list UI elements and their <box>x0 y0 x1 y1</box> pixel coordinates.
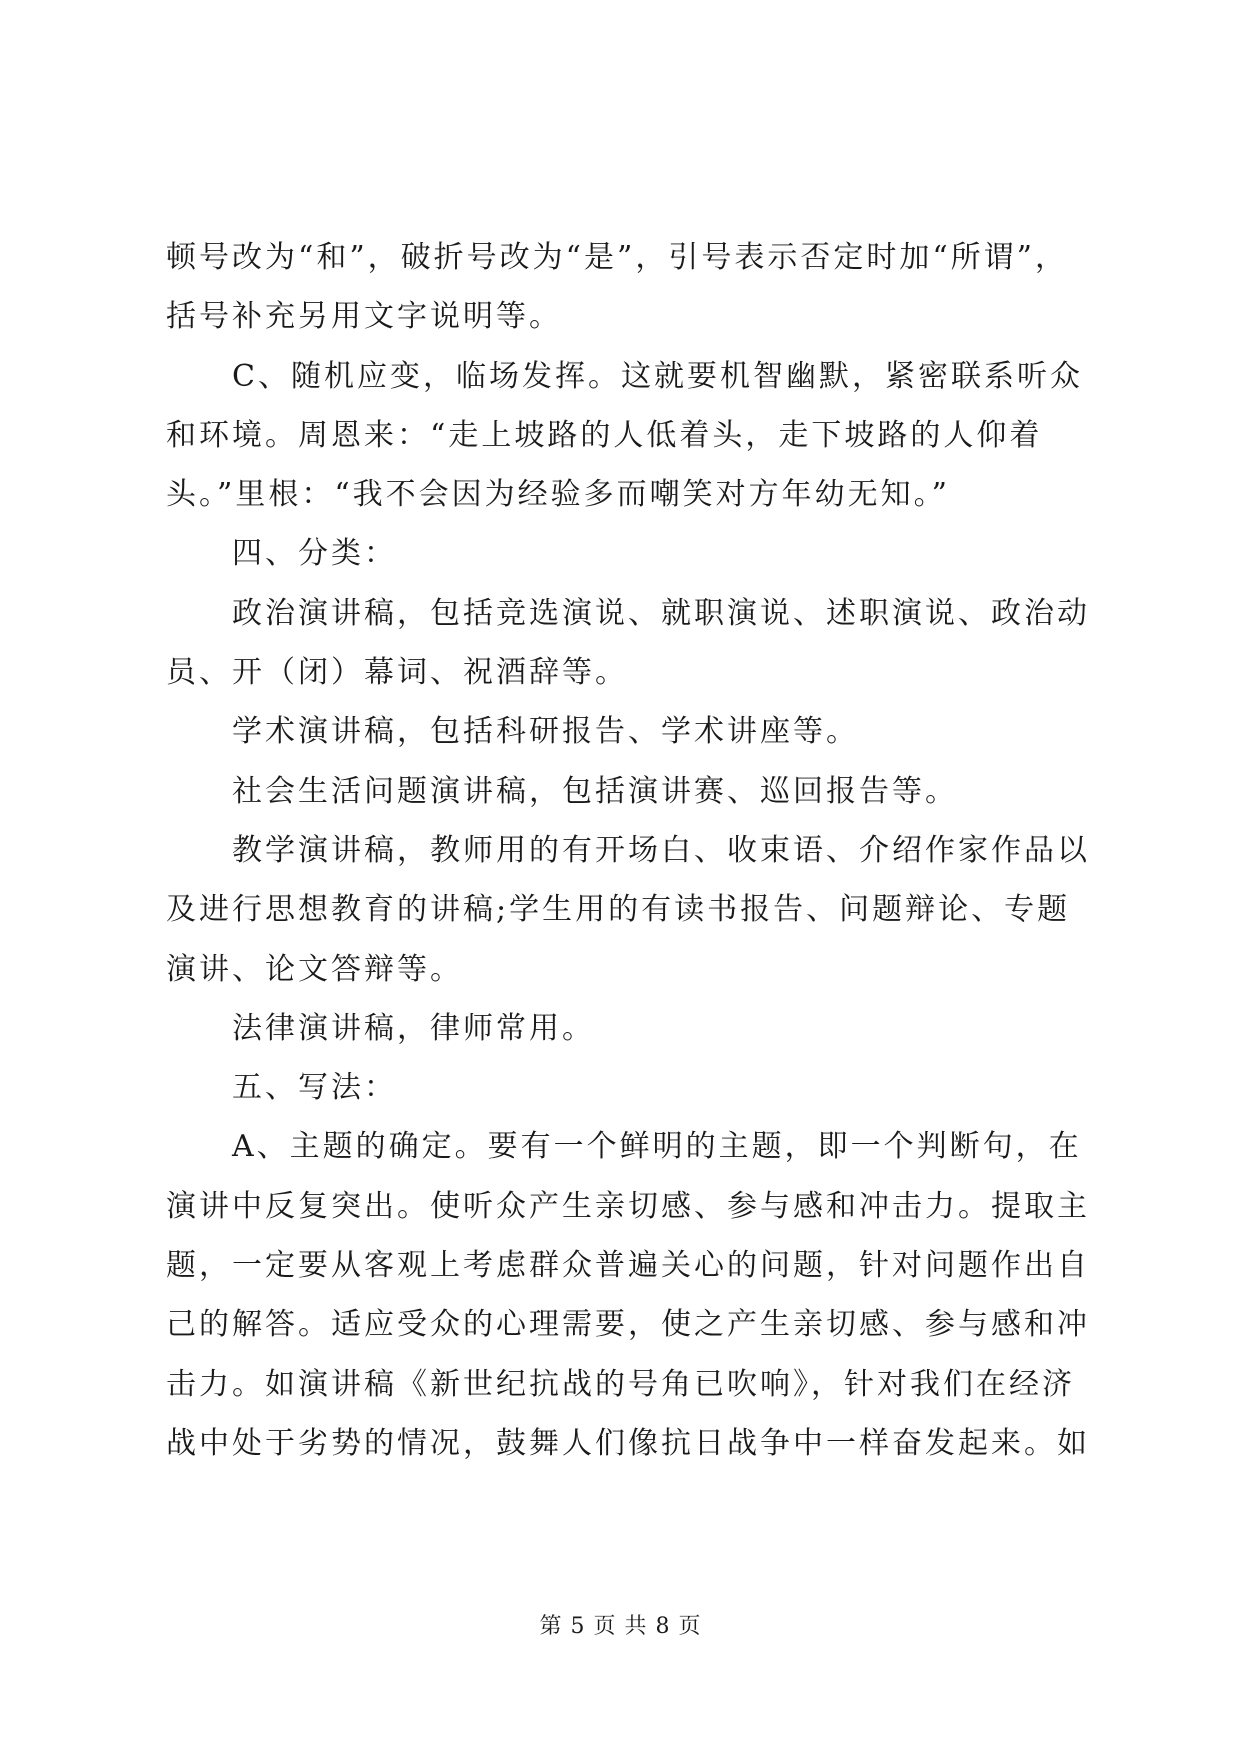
text-line: 题，一定要从客观上考虑群众普遍关心的问题，针对问题作出自 <box>166 1248 1090 1284</box>
text-line: 员、开（闭）幕词、祝酒辞等。 <box>166 655 628 691</box>
text-line: 社会生活问题演讲稿，包括演讲赛、巡回报告等。 <box>232 773 958 809</box>
text-line: 教学演讲稿，教师用的有开场白、收束语、介绍作家作品以 <box>232 832 1090 868</box>
text-line: 法律演讲稿，律师常用。 <box>232 1010 595 1046</box>
text-line: 演讲、论文答辩等。 <box>166 951 463 987</box>
text-line: A、主题的确定。要有一个鲜明的主题，即一个判断句，在 <box>232 1129 1082 1165</box>
text-line: C、随机应变，临场发挥。这就要机智幽默，紧密联系听众 <box>232 358 1083 394</box>
text-line: 战中处于劣势的情况，鼓舞人们像抗日战争中一样奋发起来。如 <box>166 1425 1090 1461</box>
text-line: 头。”里根：“我不会因为经验多而嘲笑对方年幼无知。” <box>166 477 951 513</box>
text-line: 击力。如演讲稿《新世纪抗战的号角已吹响》，针对我们在经济 <box>166 1366 1075 1402</box>
section-heading: 五、写法： <box>232 1070 397 1106</box>
section-heading: 四、分类： <box>232 536 397 572</box>
text-line: 顿号改为“和”，破折号改为“是”，引号表示否定时加“所谓”， <box>166 240 1069 275</box>
page-number-footer: 第 5 页 共 8 页 <box>539 1614 702 1639</box>
text-line: 括号补充另用文字说明等。 <box>166 299 562 335</box>
text-line: 和环境。周恩来：“走上坡路的人低着头，走下坡路的人仰着 <box>166 417 1043 453</box>
body-text <box>166 228 1096 1473</box>
text-line: 政治演讲稿，包括竞选演说、就职演说、述职演说、政治动 <box>232 595 1090 631</box>
text-line: 及进行思想教育的讲稿;学生用的有读书报告、问题辩论、专题 <box>166 892 1071 928</box>
text-line: 演讲中反复突出。使听众产生亲切感、参与感和冲击力。提取主 <box>166 1188 1090 1224</box>
text-line: 学术演讲稿，包括科研报告、学术讲座等。 <box>232 714 859 750</box>
text-line: 己的解答。适应受众的心理需要，使之产生亲切感、参与感和冲 <box>166 1307 1090 1343</box>
